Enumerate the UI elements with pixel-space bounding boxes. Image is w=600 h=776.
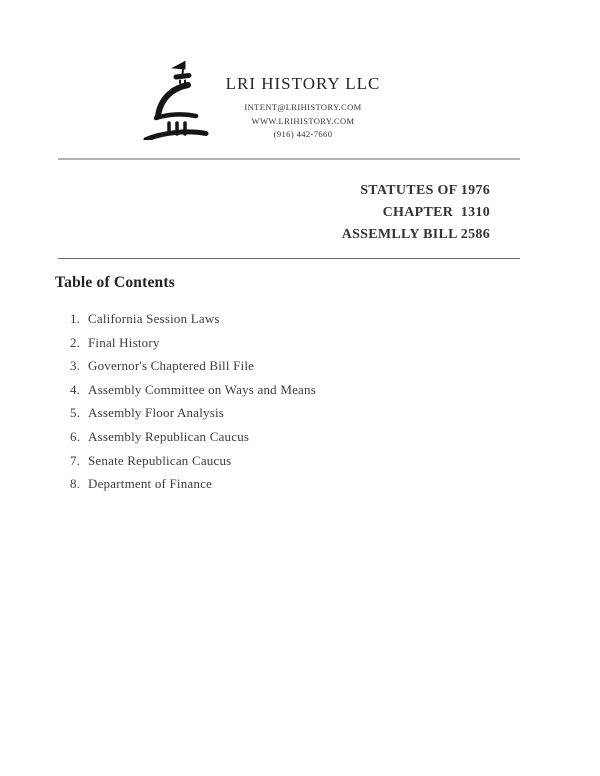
toc-item	[70, 476, 316, 500]
toc-item-label: Assembly Floor Analysis	[88, 405, 225, 421]
toc-item-number: 3.	[70, 358, 81, 374]
contact-email: INTENT@LRIHISTORY.COM	[244, 102, 362, 112]
toc-title: Table of Contents	[55, 274, 175, 291]
toc-item-label: Department of Finance	[88, 476, 213, 492]
toc-item-label: Governor's Chaptered Bill File	[88, 358, 255, 374]
toc-item	[70, 405, 316, 429]
toc-item	[70, 335, 316, 359]
toc-item	[70, 358, 316, 382]
contact-phone: (916) 442-7660	[273, 129, 333, 139]
letterhead-text	[203, 74, 403, 142]
toc-item-label: Assembly Republican Caucus	[88, 428, 250, 444]
toc-item-number: 7.	[70, 452, 81, 468]
letterhead	[143, 60, 381, 140]
company-name: LRI HISTORY LLC	[225, 74, 381, 93]
case-reference-block	[342, 180, 490, 246]
toc-item-number: 1.	[70, 311, 81, 326]
toc-list	[70, 311, 316, 500]
toc-item	[70, 382, 316, 406]
divider-top	[58, 158, 520, 160]
toc-item-number: 5.	[70, 405, 81, 421]
toc-item-number: 2.	[70, 334, 81, 350]
toc-item	[70, 429, 316, 453]
toc-item-number: 8.	[70, 476, 81, 492]
bill-number-line: ASSEMLLY BILL 2586	[341, 227, 490, 242]
toc-item-label: Final History	[88, 334, 160, 350]
toc-item	[70, 311, 316, 335]
chapter-number-line: CHAPTER 1310	[382, 205, 490, 220]
toc-item-label: Senate Republican Caucus	[88, 452, 232, 468]
toc-item-label: California Session Laws	[88, 311, 220, 326]
toc-item-number: 4.	[70, 381, 81, 397]
contact-website: WWW.LRIHISTORY.COM	[251, 115, 355, 126]
toc-item-number: 6.	[70, 428, 81, 444]
toc-item-label: Assembly Committee on Ways and Means	[88, 381, 316, 397]
toc-item	[70, 453, 316, 477]
statutes-year-line: STATUTES OF 1976	[360, 183, 490, 198]
capitol-building-logo-icon	[143, 60, 209, 140]
divider-middle	[58, 258, 520, 259]
